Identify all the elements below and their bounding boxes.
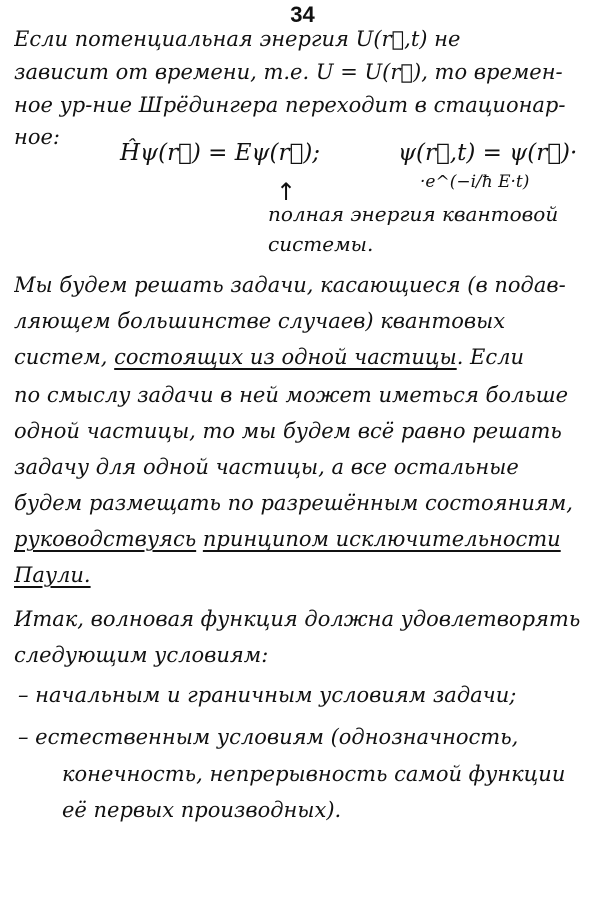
p2-line-3 xyxy=(14,344,594,370)
p2-line-8 xyxy=(14,526,594,552)
schrodinger-stationary-formula: Ĥψ(r⃗) = Eψ(r⃗); xyxy=(120,140,321,166)
condition-item-2-line-2: конечность, непрерывность самой функции xyxy=(62,762,566,786)
p1-line-3: ное ур-ние Шрёдингера переходит в стационар- xyxy=(14,93,566,117)
underlined-guided-by: руководствуясь xyxy=(14,527,197,551)
p3-line-1: Итак, волновая функция должна удовлетворять xyxy=(14,607,581,631)
condition-item-2-line-1: – естественным условиям (однозначность, xyxy=(18,725,519,749)
exponent-factor: ·e^(−i/ħ E·t) xyxy=(420,172,530,192)
p1-line-1: Если потенциальная энергия U(r⃗,t) не xyxy=(14,27,461,51)
condition-item-1: – начальным и граничным условиям задачи; xyxy=(18,683,517,707)
p3-line-2: следующим условиям: xyxy=(14,643,269,667)
p1-line-2: зависит от времени, т.е. U = U(r⃗), то времен- xyxy=(14,60,563,84)
energy-note-line-1: полная энергия квантовой xyxy=(268,202,559,226)
up-arrow-icon: ↑ xyxy=(276,178,297,206)
page-number: 34 xyxy=(290,2,315,27)
p1-line-4: ное: xyxy=(14,125,60,149)
p2-line-3-end: . Если xyxy=(456,345,525,369)
underlined-single-particle: состоящих из одной частицы xyxy=(114,345,457,369)
underlined-exclusion-principle: принципом исключительности xyxy=(202,527,561,551)
energy-note-line-2: системы. xyxy=(268,232,374,256)
p2-line-4: по смыслу задачи в ней может иметься больше xyxy=(14,383,569,407)
p2-line-5: одной частицы, то мы будем всё равно решать xyxy=(14,419,562,443)
underlined-pauli: Паули. xyxy=(14,563,91,587)
p2-line-3-start: систем, xyxy=(14,345,108,369)
p2-line-6: задачу для одной частицы, а все остальные xyxy=(14,455,519,479)
condition-item-2-line-3: её первых производных). xyxy=(62,798,342,822)
time-dependence-formula: ψ(r⃗,t) = ψ(r⃗)· xyxy=(398,140,578,166)
p2-line-1: Мы будем решать задачи, касающиеся (в подав- xyxy=(14,273,566,297)
p2-line-7: будем размещать по разрешённым состояниям, xyxy=(14,491,573,515)
p2-line-2: ляющем большинстве случаев) квантовых xyxy=(14,309,506,333)
p2-line-9 xyxy=(14,562,594,588)
